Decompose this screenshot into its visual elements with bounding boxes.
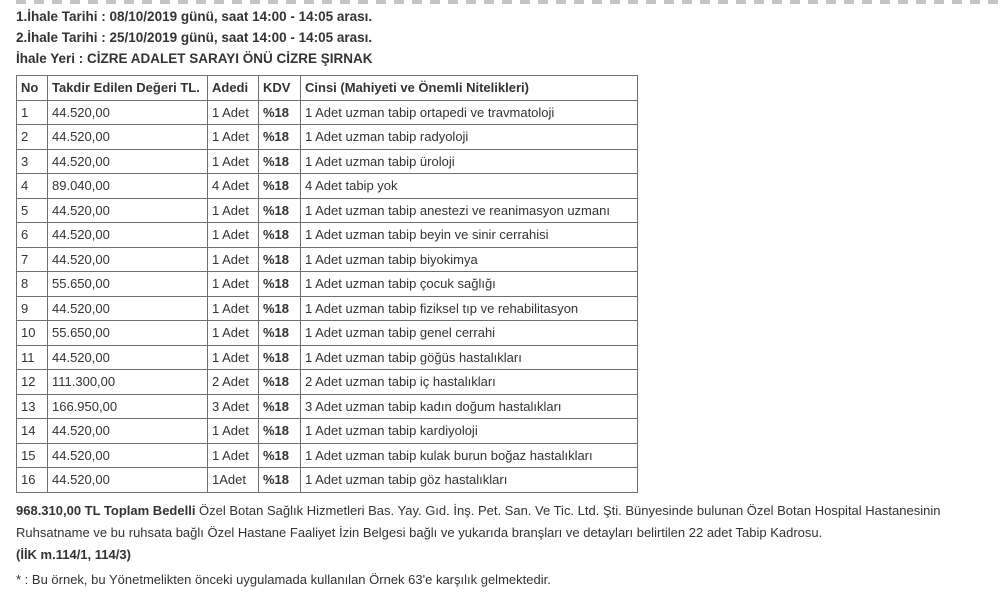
cell-no: 3 (17, 149, 48, 174)
table-row (17, 419, 638, 444)
column-header-kdv: KDV (259, 76, 301, 101)
cell-quantity: 3 Adet (208, 394, 259, 419)
auction-header (16, 6, 373, 69)
cell-value: 111.300,00 (48, 370, 208, 395)
table-row (17, 370, 638, 395)
cell-value: 44.520,00 (48, 223, 208, 248)
cell-quantity: 1 Adet (208, 198, 259, 223)
column-header-quantity: Adedi (208, 76, 259, 101)
footer-summary (16, 500, 996, 566)
cell-quantity: 1 Adet (208, 125, 259, 150)
cell-quantity: 1 Adet (208, 296, 259, 321)
cell-no: 12 (17, 370, 48, 395)
cell-value: 89.040,00 (48, 174, 208, 199)
table-row (17, 247, 638, 272)
cell-description: 2 Adet uzman tabip iç hastalıkları (301, 370, 638, 395)
cell-value: 44.520,00 (48, 345, 208, 370)
cell-kdv: %18 (259, 394, 301, 419)
legal-reference: (İİK m.114/1, 114/3) (16, 547, 131, 562)
cell-no: 5 (17, 198, 48, 223)
auction-location: İhale Yeri : CİZRE ADALET SARAYI ÖNÜ CİZRE ŞIRNAK (16, 51, 373, 66)
table-header-row (17, 76, 638, 101)
table-row (17, 443, 638, 468)
cell-quantity: 1 Adet (208, 149, 259, 174)
table-row (17, 174, 638, 199)
summary-description: Özel Botan Sağlık Hizmetleri Bas. Yay. Gıd. İnş. Pet. San. Ve Tic. Ltd. Şti. Bünyesinde bulunan Özel Botan Hospital Hastanesinin Ruhsatname ve bu ruhsata bağlı Özel Hastane Faaliyet İzin Belgesi bağlı ve yukarıda branşları ve detayları belirtilen 22 adet Tabip Kadrosu. (16, 503, 941, 540)
cell-no: 2 (17, 125, 48, 150)
cell-no: 4 (17, 174, 48, 199)
table-row (17, 198, 638, 223)
cell-no: 13 (17, 394, 48, 419)
cell-quantity: 1 Adet (208, 272, 259, 297)
cell-value: 44.520,00 (48, 443, 208, 468)
cell-value: 55.650,00 (48, 272, 208, 297)
cell-no: 7 (17, 247, 48, 272)
cell-kdv: %18 (259, 419, 301, 444)
cell-no: 15 (17, 443, 48, 468)
table-row (17, 125, 638, 150)
first-auction-date: 1.İhale Tarihi : 08/10/2019 günü, saat 14:00 - 14:05 arası. (16, 9, 373, 24)
table-row (17, 100, 638, 125)
cell-description: 1 Adet uzman tabip beyin ve sinir cerrahisi (301, 223, 638, 248)
cell-kdv: %18 (259, 272, 301, 297)
cell-description: 1 Adet uzman tabip biyokimya (301, 247, 638, 272)
table-row (17, 296, 638, 321)
table-row (17, 394, 638, 419)
column-header-value: Takdir Edilen Değeri TL. (48, 76, 208, 101)
cell-no: 6 (17, 223, 48, 248)
cropped-text-line (16, 0, 1000, 4)
cell-quantity: 1 Adet (208, 443, 259, 468)
table-row (17, 468, 638, 493)
cell-description: 1 Adet uzman tabip çocuk sağlığı (301, 272, 638, 297)
cell-description: 4 Adet tabip yok (301, 174, 638, 199)
cell-value: 44.520,00 (48, 247, 208, 272)
cell-quantity: 2 Adet (208, 370, 259, 395)
cell-description: 1 Adet uzman tabip göğüs hastalıkları (301, 345, 638, 370)
cell-description: 1 Adet uzman tabip kulak burun boğaz hastalıkları (301, 443, 638, 468)
cell-kdv: %18 (259, 321, 301, 346)
cell-description: 3 Adet uzman tabip kadın doğum hastalıkları (301, 394, 638, 419)
cell-kdv: %18 (259, 174, 301, 199)
cell-description: 1 Adet uzman tabip radyoloji (301, 125, 638, 150)
cell-no: 1 (17, 100, 48, 125)
cell-description: 1 Adet uzman tabip göz hastalıkları (301, 468, 638, 493)
cell-kdv: %18 (259, 149, 301, 174)
cell-description: 1 Adet uzman tabip ortapedi ve travmatoloji (301, 100, 638, 125)
cell-kdv: %18 (259, 100, 301, 125)
cell-value: 44.520,00 (48, 125, 208, 150)
cell-no: 10 (17, 321, 48, 346)
table-row (17, 223, 638, 248)
cell-description: 1 Adet uzman tabip fiziksel tıp ve rehabilitasyon (301, 296, 638, 321)
cell-value: 55.650,00 (48, 321, 208, 346)
cell-quantity: 1 Adet (208, 223, 259, 248)
cell-kdv: %18 (259, 198, 301, 223)
cell-kdv: %18 (259, 223, 301, 248)
table-row (17, 321, 638, 346)
cell-no: 11 (17, 345, 48, 370)
cell-quantity: 4 Adet (208, 174, 259, 199)
cell-value: 44.520,00 (48, 468, 208, 493)
summary-paragraph (16, 500, 996, 544)
cell-kdv: %18 (259, 125, 301, 150)
cell-no: 16 (17, 468, 48, 493)
cell-quantity: 1 Adet (208, 321, 259, 346)
cell-no: 8 (17, 272, 48, 297)
cell-kdv: %18 (259, 443, 301, 468)
table-row (17, 345, 638, 370)
cell-quantity: 1 Adet (208, 419, 259, 444)
table-row (17, 149, 638, 174)
cell-quantity: 1 Adet (208, 345, 259, 370)
cell-no: 14 (17, 419, 48, 444)
cell-description: 1 Adet uzman tabip genel cerrahi (301, 321, 638, 346)
cell-kdv: %18 (259, 296, 301, 321)
second-auction-date: 2.İhale Tarihi : 25/10/2019 günü, saat 14:00 - 14:05 arası. (16, 30, 373, 45)
cell-value: 44.520,00 (48, 296, 208, 321)
column-header-no: No (17, 76, 48, 101)
table-row (17, 272, 638, 297)
cell-description: 1 Adet uzman tabip üroloji (301, 149, 638, 174)
cell-kdv: %18 (259, 345, 301, 370)
cell-description: 1 Adet uzman tabip anestezi ve reanimasyon uzmanı (301, 198, 638, 223)
cell-value: 44.520,00 (48, 100, 208, 125)
column-header-description: Cinsi (Mahiyeti ve Önemli Nitelikleri) (301, 76, 638, 101)
total-price: 968.310,00 TL Toplam Bedelli (16, 503, 196, 518)
footnote: * : Bu örnek, bu Yönetmelikten önceki uygulamada kullanılan Örnek 63'e karşılık gelmektedir. (16, 572, 551, 587)
cell-value: 44.520,00 (48, 198, 208, 223)
cell-quantity: 1 Adet (208, 247, 259, 272)
cell-no: 9 (17, 296, 48, 321)
cell-value: 44.520,00 (48, 419, 208, 444)
cell-kdv: %18 (259, 468, 301, 493)
cell-kdv: %18 (259, 247, 301, 272)
cell-kdv: %18 (259, 370, 301, 395)
cell-description: 1 Adet uzman tabip kardiyoloji (301, 419, 638, 444)
items-table (16, 75, 638, 493)
cell-quantity: 1 Adet (208, 100, 259, 125)
cell-value: 166.950,00 (48, 394, 208, 419)
cell-quantity: 1Adet (208, 468, 259, 493)
cell-value: 44.520,00 (48, 149, 208, 174)
